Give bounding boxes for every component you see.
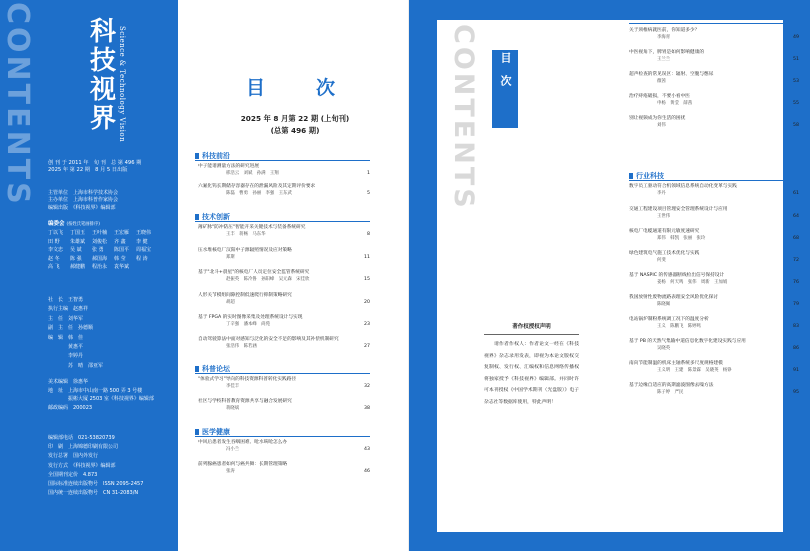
board-title-note: (按姓氏笔画排序)	[66, 222, 100, 227]
section-divider	[195, 373, 370, 374]
board-member: 朱雄斌	[70, 238, 86, 245]
toc-entry[interactable]	[198, 269, 370, 283]
entry-page: 11	[364, 255, 370, 260]
entry-title: 绿色建筑电气施工技术优化与实践	[629, 251, 700, 256]
left-page	[0, 0, 402, 551]
board-member: 程 涛	[136, 255, 148, 262]
entry-page: 38	[364, 406, 370, 411]
toc-entry[interactable]	[629, 338, 799, 352]
entry-authors: 李佳丰	[226, 384, 240, 389]
entry-authors: 赵振英 陈冷鲁 孙阳峰 吴元森 宋佳欣	[226, 277, 310, 282]
board-member: 齐 鑫	[114, 238, 126, 245]
toc-entry[interactable]	[629, 228, 799, 242]
entry-page: 20	[364, 300, 370, 305]
board-member: 丁国玉	[70, 230, 86, 236]
entry-page: 58	[793, 123, 799, 128]
entry-title: 数字员工驱动符合机领域信息系统自动化变革与实践	[629, 184, 737, 189]
toc-section-heading: 科技前沿	[195, 151, 230, 161]
entry-authors: 郑伟 韩凯 张丽 张玲	[657, 236, 706, 241]
entry-authors: 王义 陈鹏飞 陈婷鸣	[657, 324, 701, 329]
toc-entry[interactable]	[198, 163, 370, 177]
entry-title: 中医视角下，脾胃是如何影响健康的	[629, 50, 705, 55]
toc-entry[interactable]	[629, 49, 799, 63]
entry-title: 自动驾驶算法中面对感知与泛化的安全不足的影响及其补偿机制研究	[198, 337, 339, 342]
toc-section-heading: 技术创新	[195, 212, 230, 222]
entry-title: "体验式学习"导向的科技资源科普转化实践路径	[198, 377, 297, 382]
staff-line: 李婷丹	[48, 353, 84, 360]
entry-authors: 蒋晓斌	[226, 406, 240, 411]
toc-entry[interactable]	[629, 71, 799, 85]
toc-section-heading: 行业科技	[629, 171, 664, 181]
footer-line: 编辑部电话 021-53820739	[48, 435, 115, 441]
staff-line: 主 任 刘华军	[48, 315, 84, 322]
entry-title: 超声检查的常见误区：辐射、空腹与憋尿	[629, 72, 714, 77]
pubinfo-line: 2025 年 第 22 期 8 月 5 日出版	[48, 167, 128, 174]
board-member: 王宏雁	[114, 230, 130, 236]
entry-page: 95	[793, 390, 799, 395]
board-member: 丁以飞	[48, 230, 64, 236]
section-divider	[195, 221, 370, 222]
entry-authors: 胡超	[226, 300, 235, 305]
entry-authors: 王义明 王建 陈景霖 吴晓英 杨铮	[657, 368, 732, 373]
board-title-text: 编委会	[48, 221, 65, 227]
entry-title: 我国放射性废物流路表理安全风险优化探讨	[629, 295, 719, 300]
address-line: 美术编辑 徐惠华	[48, 379, 89, 385]
address-line: 地 址 上海市中山南一路 500 弄 3 号楼	[48, 387, 143, 394]
toc-entry[interactable]	[629, 294, 799, 308]
entry-title: 社区与学校科普教育资源共享与融合发展研究	[198, 399, 292, 404]
entry-page: 86	[793, 346, 799, 351]
staff-line: 社 长 王智勇	[48, 297, 84, 303]
entry-title: 薄矿脉"防冲防压"智能开采关键技术与装备系统研究	[198, 225, 306, 230]
toc-entry[interactable]	[198, 461, 370, 475]
entry-title: 基于 FPGA 的实时图像采集及处理系统设计与实现	[198, 315, 303, 320]
left-sidebar	[0, 0, 178, 551]
staff-list	[48, 296, 103, 371]
toc-entry[interactable]	[629, 316, 799, 330]
toc-entry[interactable]	[629, 183, 799, 197]
publication-info	[48, 160, 141, 175]
toc-entry[interactable]	[198, 224, 370, 238]
section-divider	[629, 23, 801, 24]
entry-authors: 张涛	[226, 469, 235, 474]
board-member: 李 健	[136, 238, 148, 245]
entry-title: 人形关节模组间隙控制低速爬行抑制策略研究	[198, 293, 292, 298]
entry-page: 53	[793, 79, 799, 84]
entry-authors: 姜杨 何天鸣 张伟 周新 王加娟	[657, 280, 728, 285]
toc-section-heading: 科普论坛	[195, 364, 230, 374]
board-member: 王叶楠	[92, 230, 108, 236]
entry-title: 治疗痔疮破损，不要小看中医	[629, 94, 690, 99]
entry-title: 南向节能制温的机床主轴系统多尺度规格建模	[629, 361, 723, 366]
editorial-board-title	[48, 219, 100, 227]
organization-info	[48, 190, 118, 212]
table-of-contents-left	[190, 0, 390, 551]
board-member: 高 飞	[48, 264, 60, 271]
staff-line: 编 辑 韩 佳	[48, 334, 84, 341]
notice-divider	[484, 334, 579, 335]
entry-title: 基于边缘自适应的高斯滤波图像去噪方法	[629, 383, 714, 388]
entry-title: 电站锅炉制粉系统调工况下的温度分析	[629, 317, 709, 322]
footer-line: 发行总署 国内外发行	[48, 453, 99, 460]
entry-title: 六氟化钨长期储存容器存在的泄漏风险及其定期评价要求	[198, 184, 316, 189]
publishing-footer	[48, 434, 143, 498]
section-divider	[195, 160, 370, 161]
entry-page: 23	[364, 322, 370, 327]
page-frame	[409, 532, 810, 551]
entry-page: 43	[364, 447, 370, 452]
entry-authors: 刘伟	[657, 123, 666, 128]
toc-entry[interactable]	[198, 247, 370, 261]
right-page-body	[437, 20, 799, 532]
board-member: 周福宝	[136, 247, 152, 254]
entry-title: 别让视频成为你生活的困扰	[629, 116, 686, 121]
entry-authors: 陈晓佩	[657, 302, 671, 307]
entry-authors: 申杨 黄莹 薛茜	[657, 101, 693, 106]
issue-line: 2025 年 8 月第 22 期 (上旬刊)	[240, 114, 350, 123]
issue-line: (总第 496 期)	[270, 126, 320, 135]
board-member: 赵 冬	[48, 255, 60, 262]
entry-page: 51	[793, 57, 799, 62]
toc-entry[interactable]	[198, 336, 370, 350]
toc-title: 目 次	[246, 77, 352, 99]
staff-line: 副 主 任 孙德顺	[48, 325, 94, 332]
address-info	[48, 378, 154, 412]
board-member: 张 勇	[92, 247, 104, 254]
board-member: 田 野	[48, 238, 60, 245]
entry-authors: 吴晓英	[657, 346, 671, 351]
entry-title: 基于 PB 的天然气集输中道信息化数字化建设实践与应用	[629, 339, 746, 344]
contents-watermark: CONTENTS	[448, 24, 479, 211]
board-member: 郝健鹏	[70, 264, 86, 271]
contents-tab	[492, 50, 518, 128]
staff-line: 执行主编 赵惠祥	[48, 306, 89, 313]
toc-entry[interactable]	[198, 439, 370, 453]
board-member: 陈 强	[70, 255, 82, 262]
toc-entry[interactable]	[629, 115, 799, 129]
staff-line: 黄惠平	[48, 344, 84, 351]
issue-info	[230, 113, 360, 137]
entry-page: 8	[367, 232, 370, 237]
address-line: 振彬大厦 2503 室《科技视界》编辑部	[48, 396, 154, 402]
entry-authors: 李海青	[657, 35, 671, 40]
toc-entry[interactable]	[629, 27, 799, 41]
journal-logo: 科技视界	[89, 17, 116, 134]
staff-line: 苏 晴 邵亚军	[48, 362, 104, 369]
section-divider	[629, 180, 801, 181]
toc-entry[interactable]	[629, 250, 799, 264]
footer-line: 全国期刊定价 4.873	[48, 471, 98, 478]
entry-page: 49	[793, 35, 799, 40]
entry-title: 中子能谱测量方法的研究进展	[198, 164, 259, 169]
entry-authors: 郑斯	[226, 255, 235, 260]
board-member: 吴 斌	[70, 247, 82, 254]
entry-title: 中风后患者发生吞咽困难、呛水咳呛怎么办	[198, 440, 288, 445]
entry-authors: 王丰 蒋畅 马东华	[226, 232, 266, 237]
board-member: 程治永	[92, 264, 108, 271]
org-line: 编辑出版 《科技视界》编辑部	[48, 204, 116, 211]
right-page	[408, 0, 810, 551]
pubinfo-line: 创 刊 于 2011 年 旬 刊 总 第 496 期	[48, 160, 142, 166]
entry-page: 64	[793, 214, 799, 219]
entry-title: 核电厂电缆通道有限元敏度速研究	[629, 229, 700, 234]
address-line: 邮政编码 200023	[48, 404, 93, 411]
entry-page: 5	[367, 191, 370, 196]
entry-page: 32	[364, 384, 370, 389]
entry-page: 72	[793, 258, 799, 263]
copyright-notice	[484, 320, 579, 408]
board-member: 陈国平	[114, 247, 130, 254]
entry-title: 基于"北斗+晨星"的核电厂人员定位安全监管系统研究	[198, 270, 310, 275]
copyright-notice-body: 请作者作权人：作者论文一经在《科技视界》杂志录用发表，即视为本论文版权交复制权、发行权、汇编权和信息网络传播权将独家授予《科技视界》编辑部。并同时许可本刊授权《中国学术期刊（光盘版）》电子杂志社等数据库使用，特此声明！	[484, 342, 579, 405]
board-member: 王晓伟	[136, 230, 152, 236]
board-member: 郝国海	[92, 255, 108, 262]
entry-page: 46	[364, 469, 370, 474]
entry-title: 前列腺癌患者如何与癌共舞：长期管理策略	[198, 462, 288, 467]
board-member: 韩 莹	[114, 255, 126, 262]
toc-entry[interactable]	[198, 292, 370, 306]
entry-page: 68	[793, 236, 799, 241]
board-member: 袁华斌	[114, 264, 130, 271]
toc-entry[interactable]	[629, 206, 799, 220]
entry-authors: 王兰兰	[657, 57, 671, 62]
entry-title: 关于颈椎病就医前，你知道多少？	[629, 28, 700, 33]
toc-entry[interactable]	[198, 376, 370, 390]
toc-section-heading: 医学健康	[195, 427, 230, 437]
entry-page: 55	[793, 101, 799, 106]
entry-authors: 薇茜	[657, 79, 666, 84]
copyright-notice-title: 著作权授权声明	[512, 324, 551, 330]
entry-page: 15	[364, 277, 370, 282]
page-frame	[409, 0, 437, 551]
entry-page: 27	[364, 344, 370, 349]
entry-page: 61	[793, 191, 799, 196]
footer-line: 国内统一连续出版物号 CN 31-2083/N	[48, 490, 139, 497]
entry-page: 1	[367, 171, 370, 176]
editorial-board-list	[48, 229, 168, 272]
entry-authors: 陈子婷 严民	[657, 390, 684, 395]
page-frame	[409, 0, 810, 20]
board-member: 李文忠	[48, 247, 64, 254]
table-of-contents-right	[627, 20, 802, 532]
entry-authors: 李丹	[657, 191, 666, 196]
entry-title: 压水堆核电厂汉阳中子源辐照情况及应对策略	[198, 248, 292, 253]
org-line: 主办单位 上海市科普作家协会	[48, 197, 119, 204]
entry-authors: 邢浩云 刘斌 孙满 王翔	[226, 171, 279, 176]
toc-entry[interactable]	[629, 93, 799, 107]
toc-entry[interactable]	[198, 183, 370, 197]
entry-authors: 丁辛强 潘本峰 尚苑	[226, 322, 270, 327]
entry-authors: 冯小兰	[226, 447, 240, 452]
entry-authors: 王世伟	[657, 214, 671, 219]
toc-entry[interactable]	[629, 360, 799, 374]
org-line: 主管单位 上海市科学技术协会	[48, 190, 119, 196]
toc-entry[interactable]	[198, 314, 370, 328]
entry-authors: 陈磊 曹勇 孙丽 李强 王东武	[226, 191, 292, 196]
toc-entry[interactable]	[629, 272, 799, 286]
footer-line: 国际标准连续出版物号 ISSN 2095-2457	[48, 481, 144, 488]
footer-line: 印 刷 上海锦德印刷有限公司	[48, 444, 119, 451]
entry-authors: 张浩伟 陈若涵	[226, 344, 257, 349]
entry-title: 交通工程建设项目管理安全管理系统设计与应用	[629, 207, 728, 212]
toc-entry[interactable]	[629, 382, 799, 396]
footer-line: 发行方式 《科技视界》编辑部	[48, 462, 116, 469]
contents-tab-label: 目次	[499, 52, 512, 98]
toc-entry[interactable]	[198, 398, 370, 412]
section-divider	[195, 436, 370, 437]
entry-page: 79	[793, 302, 799, 307]
entry-authors: 何斐	[657, 258, 666, 263]
contents-watermark: CONTENTS	[0, 2, 35, 207]
entry-page: 91	[793, 368, 799, 373]
entry-page: 76	[793, 280, 799, 285]
board-member: 刘俊松	[92, 238, 108, 245]
entry-page: 83	[793, 324, 799, 329]
entry-title: 基于 NASPIC 的传感器断线检出信号保持设计	[629, 273, 725, 278]
journal-logo-english: Science & Technology Vision	[118, 26, 126, 143]
